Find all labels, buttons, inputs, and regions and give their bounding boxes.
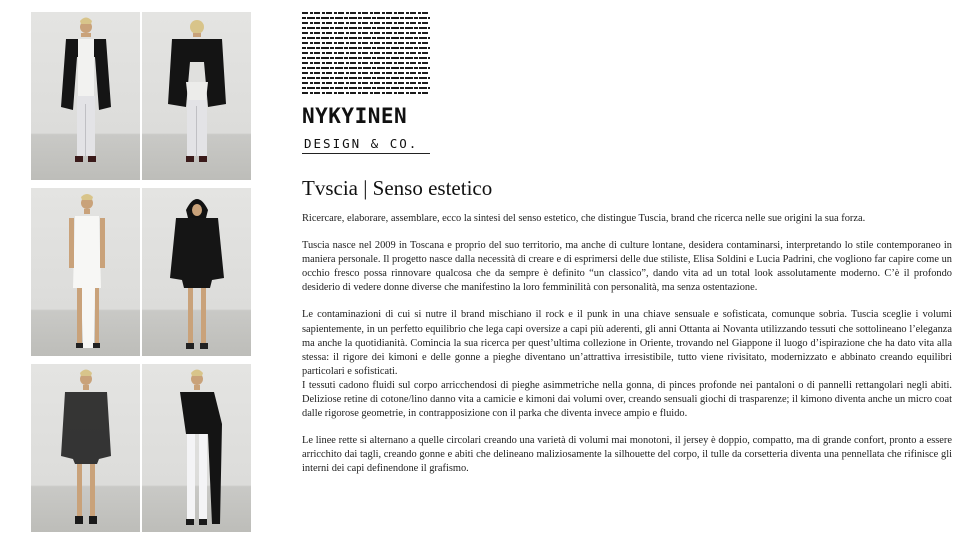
photo-look-1-back [142,12,251,180]
brand-subtitle: DESIGN & CO. [304,136,419,151]
model-figure [142,364,251,532]
paragraph-lines: Le linee rette si alternano a quelle circolari creando una varietà di volumi mai monotoni, il jersey è doppio, compatto, ma di grande confort, pronto a essere arricchito dai tagli, creando gonne e abiti che delineano maliziosamente la silhouette del corpo, il tulle da corsetteria diventa una pennellata che rifinisce gli interni dei capi definendone il grafismo. [302,435,952,475]
photo-look-3-asymmetric-top [142,364,251,532]
paragraph-intro: Ricercare, elaborare, assemblare, ecco la sintesi del senso estetico, che distingue Tuscia, brand che ricerca nelle sue origini la sua forza. [302,213,866,224]
logo-underline [302,153,430,154]
model-figure [31,12,140,180]
brand-name: NYKYINEN [302,104,408,128]
logo-barcode-lines [302,12,430,98]
model-figure [142,12,251,180]
paragraph-contamination: Le contaminazioni di cui si nutre il brand mischiano il rock e il punk in una chiave sensuale e sofisticata, comunque sobria. Tuscia sceglie i volumi sapientemente, in un perfetto equilibrio che lega capi oversize a capi più aderenti, gli anni Ottanta ai Novanta utilizzando tessuti che sottolineano l’eleganza ma anche la quotidianità. Comincia la sua ricerca per quest’ultima collezione in Oriente, trovando nel Giappone il luogo d’ispirazione che ha dato vita alla stessa: il rigore dei kimoni e delle gonne a pieghe diventano un’attrattiva irresistibile, tutto viene rivisitato, modernizzato e abbinato creando equilibri particolari e sofisticati. [302,309,952,377]
photo-grid [31,12,251,532]
paragraph-fabrics: I tessuti cadono fluidi sul corpo arricchendosi di pieghe asimmetriche nella gonna, di pinces profonde nei pantaloni o di pannelli rettangolari negli abiti. Deliziose retine di cotone/lino danno vita a camicie e kimoni dai volumi over, creando sensuali giochi di trasparenze; il kimono diventa anche un micro coat dalle rigorose geometrie, in contrapposizione con il parka che diventa invece ampio e fluido. [302,379,952,420]
model-figure [31,188,140,356]
article-title: Tvscia | Senso estetico [302,176,493,200]
article-body [302,212,952,490]
model-figure [142,188,251,356]
brand-logo [302,12,430,157]
photo-look-1-front [31,12,140,180]
photo-look-2-hooded-top [142,188,251,356]
photo-look-3-sheer-blouse [31,364,140,532]
paragraph-history: Tuscia nasce nel 2009 in Toscana e proprio del suo territorio, ma anche di culture lontane, desidera contaminarsi, interpretando lo stile contemporaneo in maniera personale. Il progetto nasce dalla necessità di creare e di esprimersi delle due stiliste, Elisa Soldini e Lucia Padrini, che vogliono far capire come un occhio fresco possa rinnovare qualcosa che da sempre è definito “un classico”, dando vita ad un total look assolutamente moderno. C’è il profondo desiderio di vedere donne diverse che manifestino la loro femminilità con personalità, ma senza ostentazione. [302,240,952,294]
photo-look-2-white-dress [31,188,140,356]
model-figure [31,364,140,532]
